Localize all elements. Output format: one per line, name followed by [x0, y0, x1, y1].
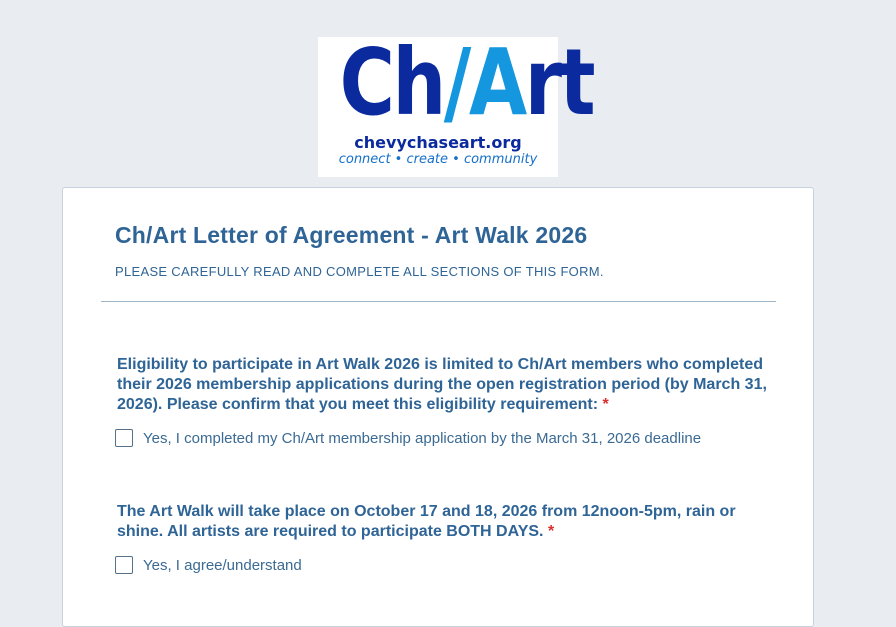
logo-url: chevychaseart.org — [354, 133, 522, 152]
form-card — [62, 187, 814, 627]
dates-checkbox[interactable] — [115, 556, 133, 574]
eligibility-option-label[interactable]: Yes, I completed my Ch/Art membership application by the March 31, 2026 deadline — [143, 429, 702, 447]
required-asterisk: * — [547, 523, 555, 540]
eligibility-option[interactable] — [115, 429, 701, 447]
form-subtitle: PLEASE CAREFULLY READ AND COMPLETE ALL SECTIONS OF THIS FORM. — [115, 264, 604, 279]
dates-option[interactable] — [115, 556, 302, 574]
logo-wordmark: Ch/Art — [339, 29, 594, 136]
dates-question: The Art Walk will take place on October 17 and 18, 2026 from 12noon-5pm, rain or shine. All artists are required to participate BOTH DAYS. * — [117, 503, 736, 540]
required-asterisk: * — [602, 396, 609, 413]
logo-tagline: connect • create • community — [338, 152, 538, 167]
form-title: Ch/Art Letter of Agreement - Art Walk 2026 — [115, 222, 588, 248]
dates-option-label[interactable]: Yes, I agree/understand — [143, 556, 302, 574]
eligibility-checkbox[interactable] — [115, 429, 133, 447]
chart-logo — [318, 29, 594, 177]
header-divider — [101, 301, 776, 302]
eligibility-question: Eligibility to participate in Art Walk 2026 is limited to Ch/Art members who completed their 2026 membership applications during the open registration period (by March 31, 2026). Please confirm that you meet this eligibility requirement: * — [117, 356, 767, 413]
